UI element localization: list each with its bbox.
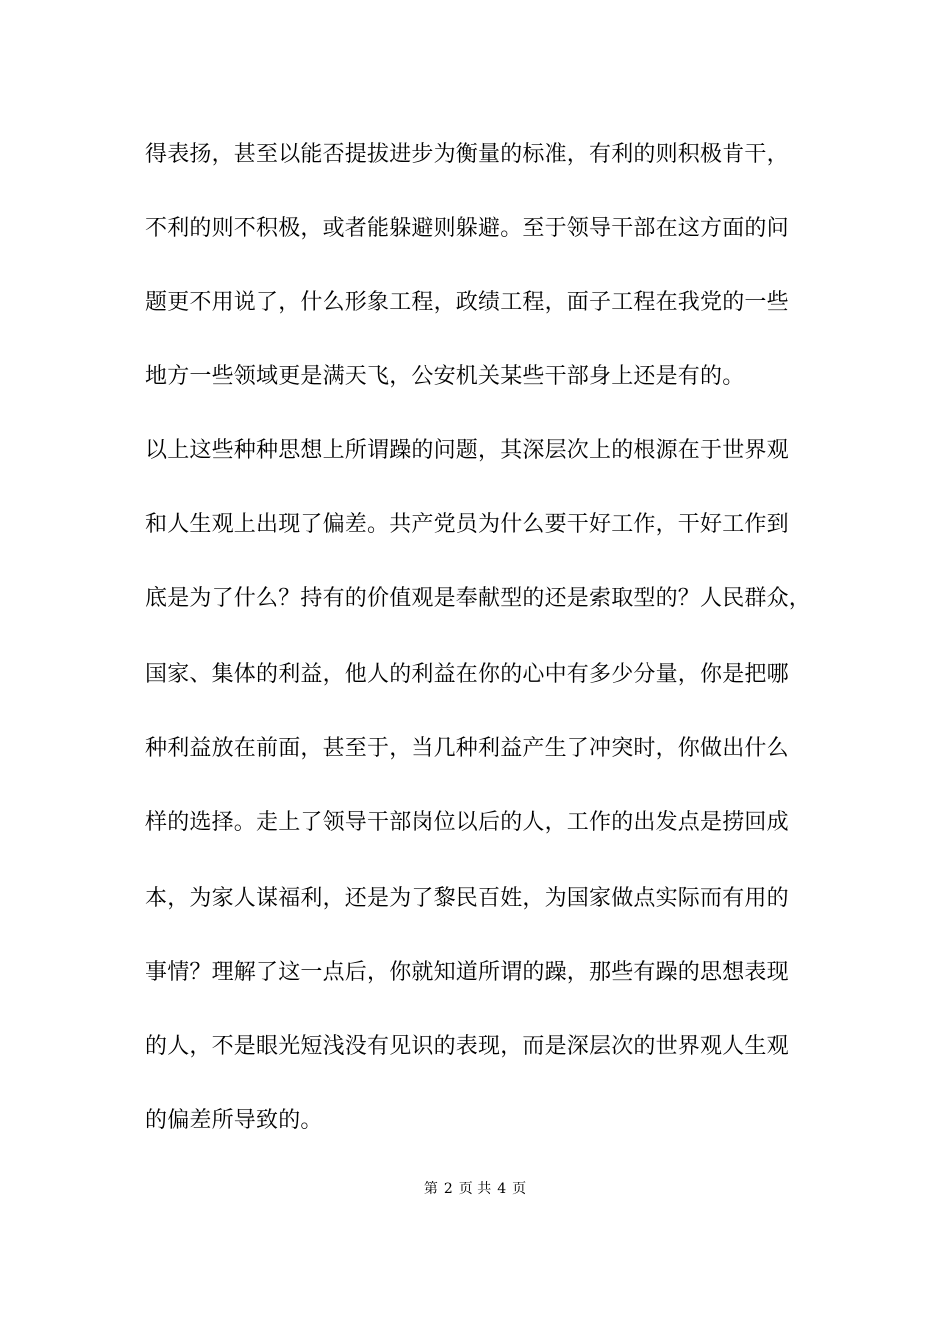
body-text-line: 样的选择。走上了领导干部岗位以后的人，工作的出发点是捞回成 bbox=[145, 810, 789, 835]
body-text-line: 题更不用说了，什么形象工程，政绩工程，面子工程在我党的一些 bbox=[145, 290, 789, 315]
body-text-line: 以上这些种种思想上所谓躁的问题，其深层次上的根源在于世界观 bbox=[145, 438, 789, 463]
page-footer bbox=[0, 1179, 950, 1199]
body-text-line: 国家、集体的利益，他人的利益在你的心中有多少分量，你是把哪 bbox=[145, 662, 789, 687]
footer-total-pages: 4 bbox=[497, 1181, 507, 1197]
footer-suffix: 页 bbox=[512, 1181, 527, 1197]
footer-middle: 页 共 bbox=[458, 1181, 492, 1197]
body-text-line: 本，为家人谋福利，还是为了黎民百姓，为国家做点实际而有用的 bbox=[145, 886, 789, 911]
body-text-line: 得表扬，甚至以能否提拔进步为衡量的标准，有利的则积极肯干， bbox=[145, 142, 789, 167]
body-text-line: 地方一些领域更是满天飞，公安机关某些干部身上还是有的。 bbox=[145, 364, 745, 389]
body-text-line: 的偏差所导致的。 bbox=[145, 1108, 323, 1133]
body-text-line: 的人，不是眼光短浅没有见识的表现，而是深层次的世界观人生观 bbox=[145, 1034, 789, 1059]
body-text-line: 事情？理解了这一点后，你就知道所谓的躁，那些有躁的思想表现 bbox=[145, 960, 789, 985]
body-text-line: 和人生观上出现了偏差。共产党员为什么要干好工作，干好工作到 bbox=[145, 512, 789, 537]
footer-prefix: 第 bbox=[423, 1181, 438, 1197]
body-text-line: 不利的则不积极，或者能躲避则躲避。至于领导干部在这方面的问 bbox=[145, 216, 789, 241]
body-text-line: 底是为了什么？持有的价值观是奉献型的还是索取型的？人民群众， bbox=[145, 586, 812, 611]
footer-page-number: 2 bbox=[443, 1181, 453, 1197]
body-text-line: 种利益放在前面，甚至于，当几种利益产生了冲突时，你做出什么 bbox=[145, 736, 789, 761]
